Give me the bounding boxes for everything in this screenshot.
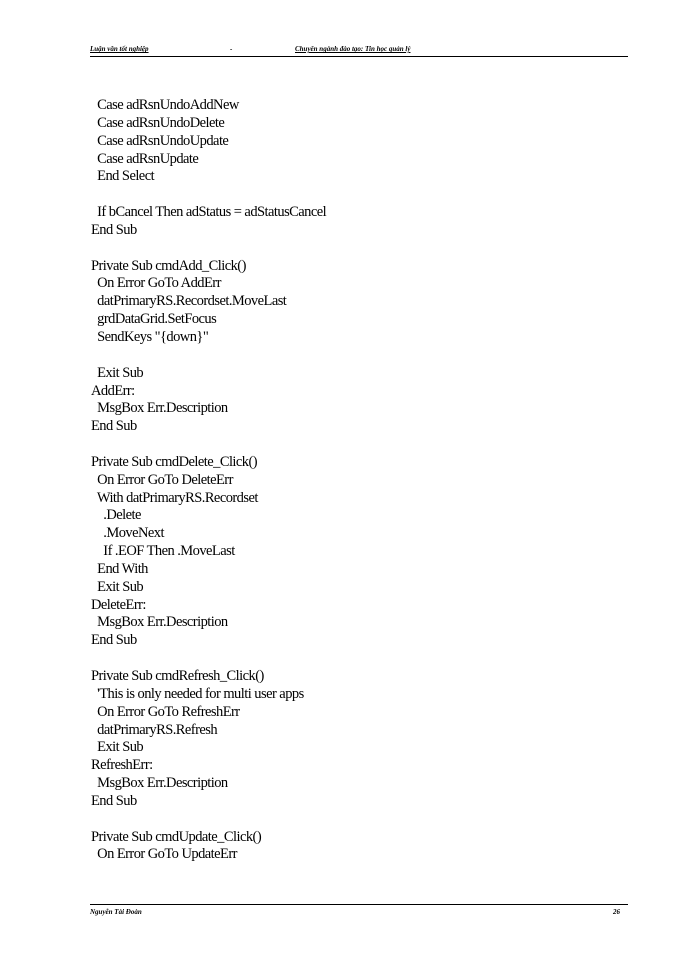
code-line: End Sub [91, 632, 137, 649]
code-line: AddErr: [91, 382, 135, 399]
code-line: grdDataGrid.SetFocus [91, 311, 217, 328]
code-line: Private Sub cmdRefresh_Click() [91, 668, 264, 684]
code-line: Private Sub cmdUpdate_Click() [91, 828, 262, 845]
code-line: End Sub [91, 221, 137, 238]
page-header [90, 42, 628, 57]
code-line: Exit Sub [91, 739, 144, 756]
code-line [91, 347, 326, 365]
code-line: .Delete [91, 507, 141, 524]
code-line: MsgBox Err.Description [91, 400, 228, 417]
code-line [91, 650, 326, 668]
code-line: End Sub [91, 418, 137, 435]
code-line: 'This is only needed for multi user apps [91, 685, 304, 702]
code-line: End With [91, 560, 148, 577]
code-line: MsgBox Err.Description [91, 614, 228, 631]
code-line: Exit Sub [91, 578, 144, 595]
code-line: If bCancel Then adStatus = adStatusCancel [91, 204, 327, 221]
code-line: RefreshErr: [91, 757, 153, 774]
code-listing [91, 97, 326, 864]
code-line: Exit Sub [91, 364, 144, 381]
code-line: MsgBox Err.Description [91, 775, 228, 792]
header-separator: - [230, 45, 233, 53]
code-line: Case adRsnUndoUpdate [91, 132, 229, 149]
code-line: On Error GoTo AddErr [91, 275, 221, 292]
code-line: datPrimaryRS.Recordset.MoveLast [91, 293, 287, 310]
code-line: DeleteErr: [91, 596, 146, 613]
code-line [91, 186, 326, 204]
code-line [91, 240, 326, 258]
code-line: Case adRsnUndoDelete [91, 114, 225, 131]
code-line: Case adRsnUpdate [91, 150, 199, 167]
header-thesis-title: Luận văn tốt nghiệp [90, 45, 149, 53]
header-major: Chuyên ngành đào tạo: Tin học quản lý [295, 45, 411, 53]
code-line [91, 436, 326, 454]
code-line: .MoveNext [91, 525, 164, 542]
code-line: If .EOF Then .MoveLast [91, 543, 235, 560]
code-line: On Error GoTo DeleteErr [91, 471, 233, 488]
code-line: On Error GoTo RefreshErr [91, 703, 240, 720]
code-line [91, 811, 326, 829]
code-line: Private Sub cmdAdd_Click() [91, 257, 246, 274]
code-line: datPrimaryRS.Refresh [91, 721, 218, 738]
code-line: Private Sub cmdDelete_Click() [91, 453, 258, 470]
footer-author: Nguyễn Tài Đoàn [90, 908, 142, 916]
code-line: With datPrimaryRS.Recordset [91, 489, 258, 506]
page-footer [90, 904, 628, 919]
code-line: SendKeys "{down}" [91, 328, 209, 345]
code-line: On Error GoTo UpdateErr [91, 846, 237, 863]
code-line: End Sub [91, 792, 137, 809]
code-line: End Select [91, 168, 155, 185]
footer-page-number: 26 [613, 908, 620, 916]
code-line: Case adRsnUndoAddNew [91, 97, 239, 113]
